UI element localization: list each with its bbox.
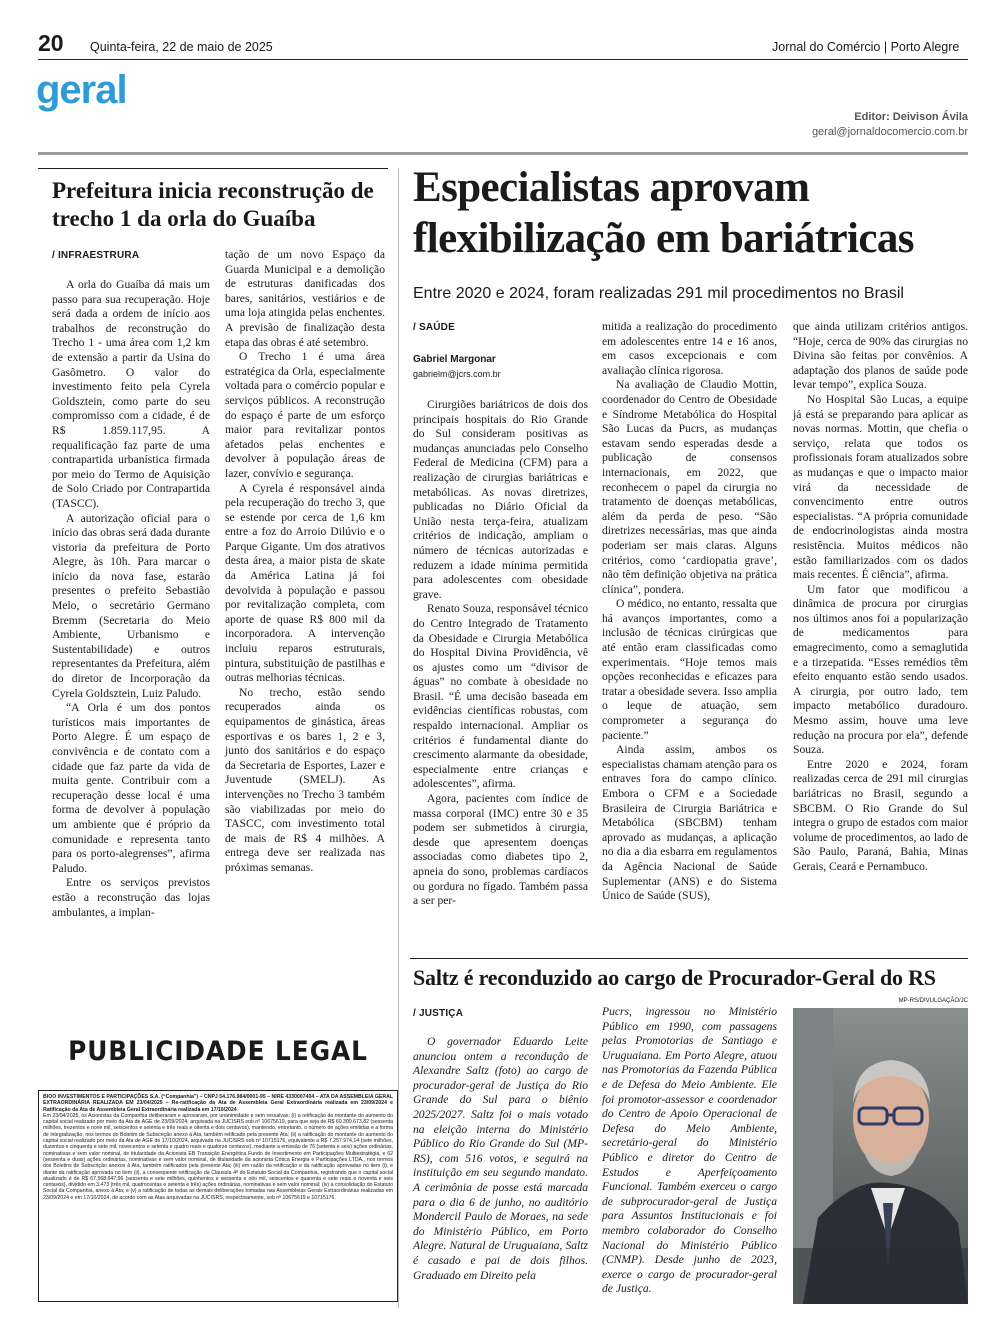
- page-number: 20: [38, 30, 64, 56]
- paragraph: A autorização oficial para o início das obras será dada durante vistoria da prefeitura de Porto Alegre, às 10h. Para marcar o início da nova fase, estarão presentes o prefeito Sebastião Melo, o secretário Germano Bremm (Secretaria do Meio Ambiente, Urbanismo e Sustentabilidade) e outros representantes da Prefeitura, além do diretor de Incorporação da Cyrela Goldsztein, Luiz Paludo.: [52, 511, 210, 700]
- saltz-photo: [793, 1008, 968, 1304]
- paragraph: Entre os serviços previstos estão a reconstrução das lojas ambulantes, a implan-: [52, 876, 210, 919]
- orla-column-2: [225, 248, 385, 876]
- paragraph: tação de um novo Espaço da Guarda Municipal e a demolição de estruturas danificadas dos bares, sanitários, vestiários e de uma loja atingida pelas enchentes. A previsão de finalização desta etapa das obras é até setembro.: [225, 248, 385, 349]
- paragraph: Renato Souza, responsável técnico do Centro Integrado de Tratamento da Obesidade e Cirurgia Metabólica do Hospital Divina Providência, vê os ajustes como um “divisor de águas” no combate à obesidade no Brasil. “É uma decisão baseada em evidências científicas robustas, com respaldo internacional. Ampliar os critérios é fundamental diante do crescimento alarmante da obesidade, especialmente entre crianças e adolescentes”, afirma.: [413, 602, 588, 791]
- publication-name: Jornal do Comércio | Porto Alegre: [772, 40, 960, 54]
- bariatric-author-email: gabrielm@jcrs.com.br: [413, 369, 501, 379]
- section-label: geral: [36, 68, 127, 112]
- orla-top-rule: [38, 168, 388, 169]
- paragraph: Cirurgiões bariátricos de dois dos principais hospitais do Rio Grande do Sul consideram positivas as mudanças anunciadas pelo Conselho Federal de Medicina (CFM) para a realização de cirurgias bariátricas e metabólicas. As novas diretrizes, publicadas no Diário Oficial da União nesta terça-feira, atualizam critérios de indicação, ampliam o número de técnicas autorizadas e reduzem a idade mínima permitida para adolescentes com obesidade grave.: [413, 398, 588, 601]
- bariatric-subtitle: Entre 2020 e 2024, foram realizadas 291 mil procedimentos no Brasil: [413, 285, 904, 302]
- paragraph: que ainda utilizam critérios antigos. “Hoje, cerca de 90% das cirurgias no Divina são feitas por convênios. A adaptação dos planos de saúde pode levar tempo”, explica Souza.: [793, 320, 968, 392]
- legal-heading: PUBLICIDADE LEGAL: [68, 1036, 368, 1067]
- bariatric-tag: / SAÚDE: [413, 322, 455, 333]
- paragraph: No trecho, estão sendo recuperados ainda os equipamentos de ginástica, áreas esportivas e os bares 1, 2 e 3, junto dos sanitários e do espaço da Secretaria de Esportes, Lazer e Juventude (SMELJ). As intervenções no Trecho 3 também são viabilizadas por meio do TASCC, com investimento total de mais de R$ 4 milhões. A entrega deve ser realizada nas próximas semanas.: [225, 685, 385, 874]
- paragraph: O governador Eduardo Leite anunciou ontem a recondução de Alexandre Saltz (foto) ao cargo de procurador-geral de Justiça do Rio Grande do Sul para o biênio 2025/2027. Saltz foi o mais votado na eleição interna do Ministério Público do Rio Grande do Sul (MP-RS), com 516 votos, e seguirá na instituição em seu segundo mandato. A cerimônia de posse está marcada para o dia 6 de junho, no auditório Mondercil Paulo de Moraes, na sede do Ministério Público, em Porto Alegre. Natural de Uruguaiana, Saltz é casado e pai de dois filhos. Graduado em Direito pela: [413, 1035, 588, 1282]
- saltz-column-2: [602, 1005, 777, 1297]
- paragraph: O médico, no entanto, ressalta que há avanços importantes, como a inclusão de técnicas cirúrgicas que até então eram classificadas como experimentais. “Hoje temos mais opções reconhecidas e eficazes para tratar a obesidade severa. Isso amplia o leque de atuação, sem comprometer a segurança do paciente.”: [602, 597, 777, 742]
- bariatric-column-2: [602, 320, 777, 904]
- paragraph: “A Orla é um dos pontos turísticos mais importantes de Porto Alegre. É um espaço de convivência e de contato com a cidade que faz parte da vida de muita gente. Contribuir com a recuperação desse local é uma forma de devolver à população um ambiente que é próprio da comunidade e representa tanto para os porto-alegrenses”, afirma Paludo.: [52, 701, 210, 875]
- paragraph: Pucrs, ingressou no Ministério Público em 1990, com passagens pelas Promotorias de Santiago e Uruguaiana. Em Porto Alegre, atuou nas Promotorias da Fazenda Pública e de Defesa do Meio Ambiente. Ele foi promotor-assessor e coordenador do Centro de Apoio Operacional de Defesa do Meio Ambiente, secretário-geral do Ministério Público e diretor do Centro de Estudos e Aperfeiçoamento Funcional. Também exerceu o cargo de subprocurador-geral de Justiça para Assuntos Institucionais e foi membro colaborador do Conselho Nacional do Ministério Público (CNMP). Desde junho de 2023, exerce o cargo de procurador-geral de Justiça.: [602, 1005, 777, 1296]
- paragraph: Um fator que modificou a dinâmica de procura por cirurgias nos últimos anos foi a popularização de medicamentos para emagrecimento, como a semaglutida e a tirzepatida. “Esses remédios têm efeito enquanto estão sendo usados. A cirurgia, por outro lado, tem impacto metabólico duradouro. Mesmo assim, houve uma leve redução na procura por ela”, defende Souza.: [793, 582, 968, 757]
- orla-column-1: [52, 278, 210, 920]
- paragraph: Na avaliação de Claudio Mottin, coordenador do Centro de Obesidade e Síndrome Metabólica do Hospital São Lucas da Pucrs, as mudanças estavam sendo esperadas desde a publicação de consensos internacionais, em 2022, que reconhecem o papel da cirurgia no tratamento de doenças metabólicas, além da perda de peso. “São diretrizes necessárias, mas que ainda poderiam ser mais claras. Alguns critérios, como ‘cardiopatia grave’, não têm definição objetiva na prática clínica”, pondera.: [602, 378, 777, 596]
- orla-tag: / INFRAESTRURA: [52, 250, 140, 261]
- saltz-title: Saltz é reconduzido ao cargo de Procurador-Geral do RS: [413, 965, 936, 990]
- paragraph: Ainda assim, ambos os especialistas chamam atenção para os entraves fora do campo clínico. Embora o CFM e a Sociedade Brasileira de Cirurgia Bariátrica e Metabólica (SBCBM) tenham aprovado as mudanças, a aplicação no dia a dia esbarra em regulamentos da Agência Nacional de Saúde Suplementar (ANS) e do Sistema Único de Saúde (SUS),: [602, 743, 777, 903]
- legal-company-line: BIOO INVESTIMENTOS E PARTICIPAÇÕES S.A. (“Companhia”) – CNPJ 54.176.984/0001-95 – NIRE 4330007404 – ATA DA ASSEMBLEIA GERAL EXTRAORDINÁRIA REALIZADA EM 23/04/2025 – Re-ratificação da Ata de Assembleia Geral Extraordinária realizada em 23/09/2024 e Ratificação da Ata de Assembleia Geral Extraordinária realizada em 17/10/2024: [43, 1094, 393, 1113]
- edition-date: Quinta-feira, 22 de maio de 2025: [90, 40, 273, 54]
- portrait-image: [793, 1008, 968, 1304]
- bariatric-author: Gabriel Margonar: [413, 354, 496, 365]
- bariatric-column-3: [793, 320, 968, 875]
- paragraph: Agora, pacientes com índice de massa corporal (IMC) entre 30 e 35 podem ser submetidos à cirurgia, desde que apresentem doenças associadas como diabetes tipo 2, apneia do sono, problemas cardíacos ou gordura no fígado. Também passa a ser per-: [413, 792, 588, 908]
- paragraph: No Hospital São Lucas, a equipe já está se preparando para aplicar as novas normas. Mottin, que chefia o serviço, relata que todos os profissionais foram atualizados sobre as mudanças e que o impacto maior virá da necessidade de convencimento entre outros especialistas. “A própria comunidade de endocrinologistas ainda mostra resistência. Muitos médicos não estão familiarizados com os dados mais recentes. É ciência”, afirma.: [793, 392, 968, 582]
- bariatric-title: Especialistas aprovam flexibilização em bariátricas: [413, 164, 914, 262]
- legal-notice-box: [38, 1090, 398, 1302]
- paragraph: Entre 2020 e 2024, foram realizadas cerca de 291 mil cirurgias bariátricas no Brasil, segundo a SBCBM. O Rio Grande do Sul integra o grupo de estados com maior volume de procedimentos, ao lado de São Paulo, Paraná, Bahia, Minas Gerais, Ceará e Pernambuco.: [793, 757, 968, 873]
- column-divider: [398, 168, 399, 1308]
- saltz-tag: / JUSTIÇA: [413, 1008, 464, 1019]
- paragraph: O Trecho 1 é uma área estratégica da Orla, especialmente voltada para o comércio popular e serviços públicos. A reconstrução do espaço é parte de um esforço maior para revitalizar pontos afetados pelas enchentes e devolver à população áreas de lazer, convívio e segurança.: [225, 350, 385, 480]
- paragraph: A orla do Guaíba dá mais um passo para sua recuperação. Hoje será dada a ordem de início aos trabalhos de reconstrução do Trecho 1 - uma área com 1,2 km de extensão a partir da Usina do Gasômetro. O valor do investimento feito pela Cyrela Goldsztein, como parte do seu compromisso com a cidade, é de R$ 1.859.117,95. A requalificação faz parte de uma contrapartida urbanística firmada por meio do Termo de Aquisição de Solo Criado por Contrapartida (TASCC).: [52, 278, 210, 510]
- editor-email: geral@jornaldocomercio.com.br: [811, 126, 968, 138]
- editor-line: Editor: Deivison Ávila: [854, 111, 968, 123]
- paragraph: mitida a realização do procedimento em adolescentes entre 14 e 16 anos, em casos excepcionais e com avaliação clínica rigorosa.: [602, 320, 777, 377]
- section-rule: [38, 152, 968, 155]
- saltz-top-rule: [410, 958, 968, 959]
- photo-credit: MP-RS/DIVULGAÇÃO/JC: [898, 998, 968, 1004]
- saltz-column-1: [413, 1035, 588, 1283]
- orla-title: Prefeitura inicia reconstrução de trecho 1 da orla do Guaíba: [52, 178, 374, 231]
- legal-body: Em 23/04/2025, os Acionistas da Companhia deliberaram e aprovaram, por unanimidade e sem ressalvas: (i) a retificação do montante do aumento do capital social realizado por meio da Ata de AGE de 23/09/2024, arquivada na JUCISRS sob nº 10675619, para que seja de R$ 60.309.673,82 (sessenta milhões, trezentos e nove mil, seiscentos e setenta e três reais e oitenta e dois centavos), mantendo, entretanto, o número de ações emitidas e a forma de integralização, nos termos do Boletim de Subscrição anexo à Ata, também retificado pela presente Ata; (ii) a ratificação do montante do aumento do capital social realizado por meio da Ata de AGE de 17/10/2024, arquivada na JUCISRS sob nº 10715176, equivalente a R$ 7.257.974,14 (sete milhões, duzentos e cinquenta e sete mil, novecentos e setenta e quatro reais e quatorze centavos), mediante a emissão de 76 (setenta e seis) ações ordinárias, nominativas e sem valor nominal, de titularidade da Acionista EB Transição Energética Fundo de Investimento em Participações Multiestratégia, e 62 (sessenta e duas) ações ordinárias, nominativas e sem valor nominal, de titularidade da acionista Cótica Energia e Participações LTDA., nos termos dos Boletins de Subscrição anexos à Ata, também ratificados pela presente Ata; (iii) em razão da retificação e da ratificação aprovadas no item (i), e diante da ratificação aprovada no item (ii), a consequente retificação da Cláusula 4ª do Estatuto Social da Companhia, registrando que o capital social atualizado é de R$ 67.568.647,96 (sessenta e sete milhões, quinhentos e sessenta e oito mil, seiscentos e quarenta e sete reais e noventa e seis centavos), dividido em 3.473 (três mil, quatrocentas e setenta e três) ações ordinárias, nominativas e sem valor nominal; (iv) a consolidação do Estatuto Social da Companhia, anexo à Ata; e (v) a ratificação de todas as demais deliberações tomadas nas Assembleias Gerais Extraordinárias realizadas em 23/09/2024 e em 17/10/2024, de acordo com as Atas arquivadas na JUCISRS, respectivamente, sob nº 10675619 e 10715176.: [43, 1112, 393, 1201]
- header-rule: [38, 59, 968, 60]
- paragraph: A Cyrela é responsável ainda pela recuperação do trecho 3, que se estende por cerca de 1,6 km entre a foz do Arroio Dilúvio e o Parque Gigante. Um dos atrativos desta área, a maior pista de skate da América Latina já foi devolvida à população e passou por revitalização completa, com aporte de quase R$ 800 mil da incorporadora. A intervenção incluiu reparos estruturais, pintura, substituição de pastilhas e outras melhorias técnicas.: [225, 481, 385, 685]
- bariatric-column-1: [413, 398, 588, 909]
